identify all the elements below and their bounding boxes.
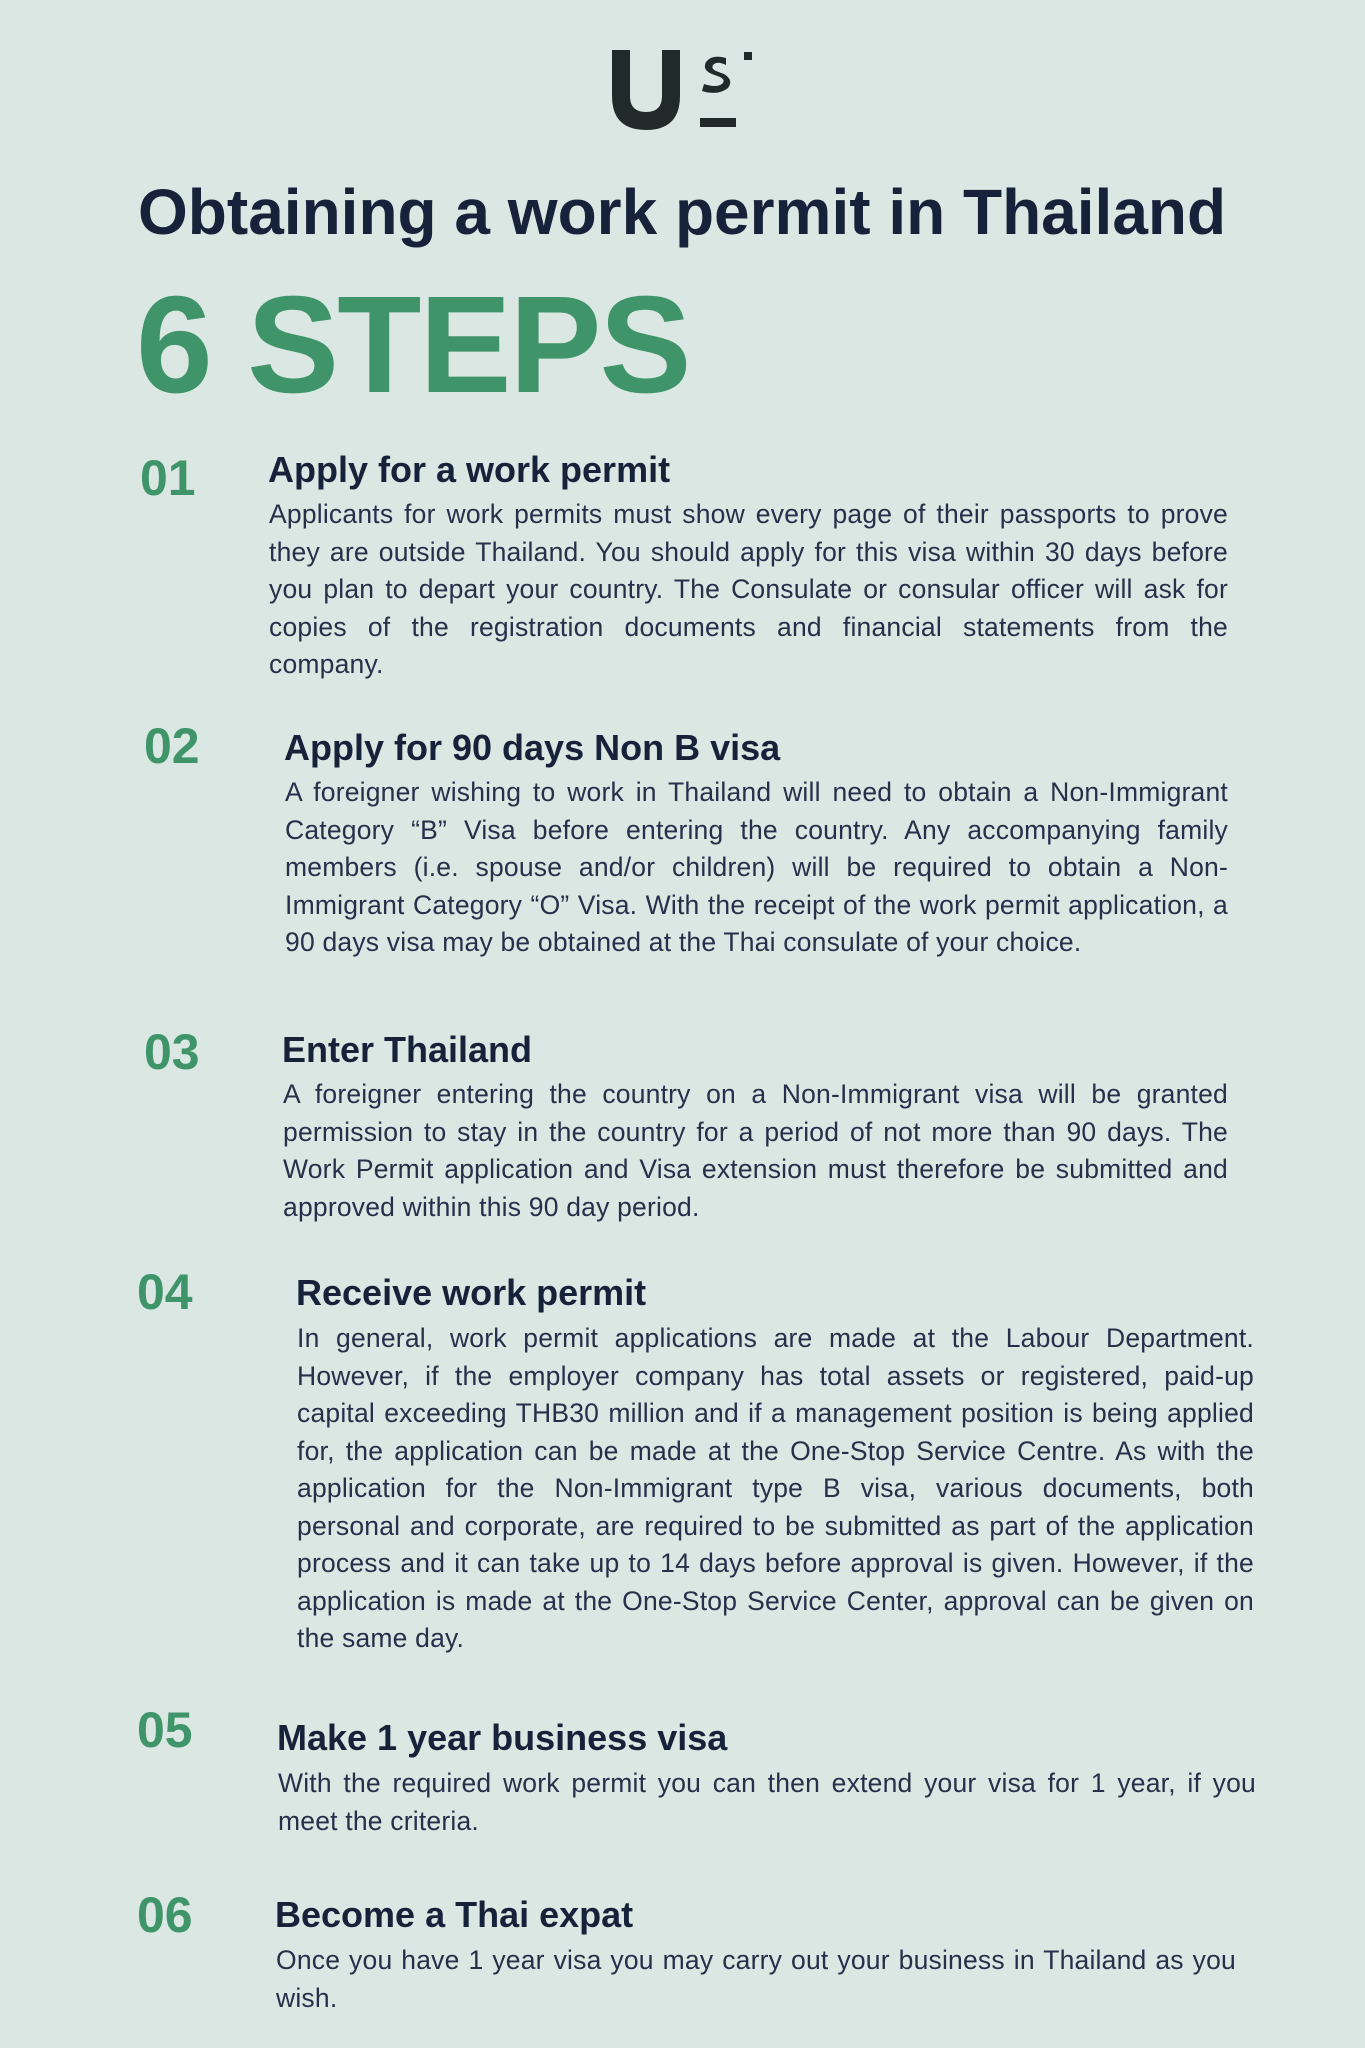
step-title: Apply for a work permit xyxy=(268,449,671,490)
step-description: Applicants for work permits must show every page of their passports to prove they are outside Thailand. You should apply for this visa within 30 days before you plan to depart your country. The Consulate or consular officer will ask for copies of the registration documents and financial statements from the company. xyxy=(269,499,1228,679)
step-title: Make 1 year business visa xyxy=(277,1717,728,1758)
step-description: With the required work permit you can then extend your visa for 1 year, if you meet the criteria. xyxy=(278,1768,1256,1836)
step-number: 06 xyxy=(137,1887,193,1943)
steps-heading: 6 STEPS xyxy=(136,268,690,422)
step-description: Once you have 1 year visa you may carry out your business in Thailand as you wish. xyxy=(276,1945,1236,2013)
step-title: Enter Thailand xyxy=(282,1029,533,1070)
step-number: 05 xyxy=(137,1702,193,1758)
step-description: In general, work permit applications are made at the Labour Department. However, if the employer company has total assets or registered, paid-up capital exceeding THB30 million and if a management position is being applied for, the application can be made at the One-Stop Service Centre. As with the application for the Non-Immigrant type B visa, various documents, both personal and corporate, are required to be submitted as part of the application process and it can take up to 14 days before approval is given. However, if the application is made at the One-Stop Service Center, approval can be given on the same day. xyxy=(297,1323,1254,1653)
step-title: Receive work permit xyxy=(296,1272,647,1313)
step-number: 02 xyxy=(144,718,200,774)
page-title: Obtaining a work permit in Thailand xyxy=(138,176,1227,248)
step-number: 03 xyxy=(144,1024,200,1080)
step-title: Become a Thai expat xyxy=(275,1894,634,1935)
step-number: 01 xyxy=(140,450,196,506)
step-description: A foreigner entering the country on a Non-Immigrant visa will be granted permission to stay in the country for a period of not more than 90 days. The Work Permit application and Visa extension must therefore be submitted and approved within this 90 day period. xyxy=(283,1079,1228,1222)
step-title: Apply for 90 days Non B visa xyxy=(284,727,781,768)
step-number: 04 xyxy=(137,1264,193,1320)
step-description: A foreigner wishing to work in Thailand will need to obtain a Non-Immigrant Category “B” Visa before entering the country. Any accompanying family members (i.e. spouse and/or children) will be required to obtain a Non-Immigrant Category “O” Visa. With the receipt of the work permit application, a 90 days visa may be obtained at the Thai consulate of your choice. xyxy=(285,777,1228,957)
brand-logo xyxy=(608,44,756,134)
